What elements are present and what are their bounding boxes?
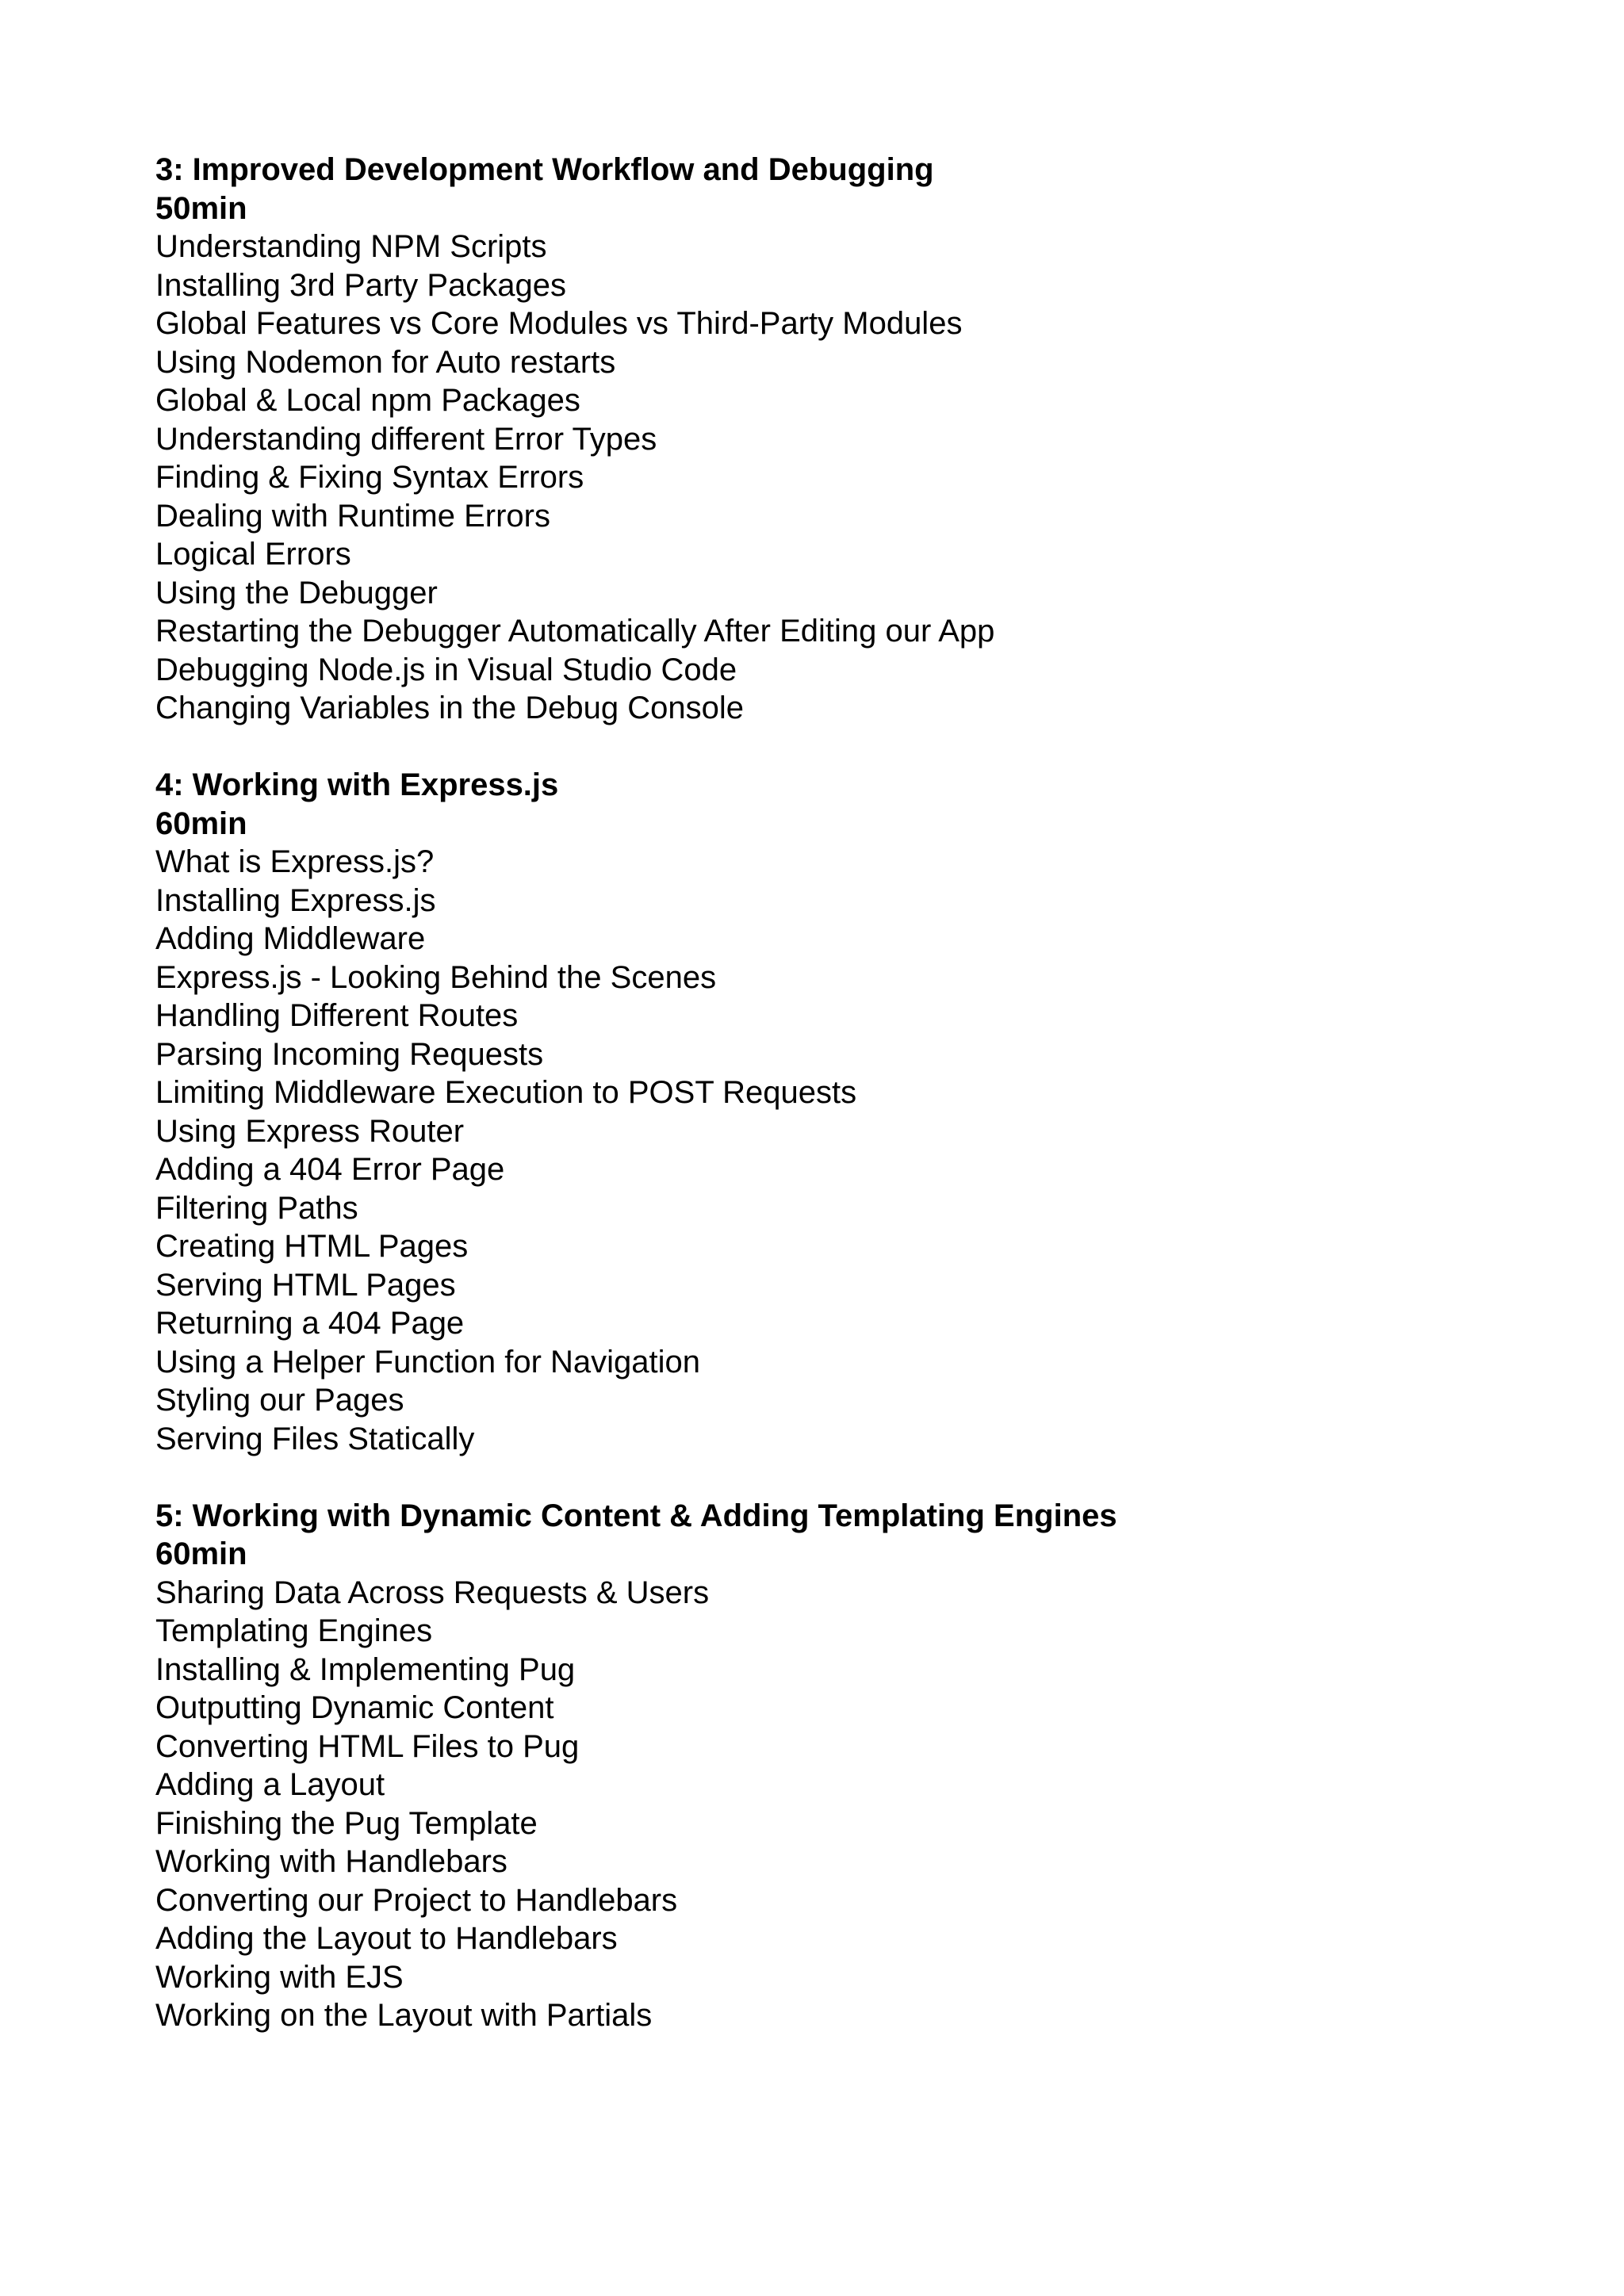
list-item: Installing Express.js (155, 882, 436, 918)
topic-list (155, 228, 1583, 728)
list-item: Creating HTML Pages (155, 1229, 469, 1264)
list-item: Working on the Layout with Partials (155, 1998, 653, 2033)
list-item: Restarting the Debugger Automatically After Editing our App (155, 614, 995, 649)
list-item: Using the Debugger (155, 575, 438, 610)
course-section (155, 766, 1583, 1458)
course-outline (155, 151, 1583, 2035)
list-item: Adding a Layout (155, 1767, 385, 1802)
list-item: Limiting Middleware Execution to POST Requests (155, 1075, 857, 1110)
list-item: Understanding different Error Types (155, 421, 657, 457)
list-item: Templating Engines (155, 1613, 433, 1648)
list-item: Express.js - Looking Behind the Scenes (155, 959, 717, 995)
list-item: Adding the Layout to Handlebars (155, 1921, 618, 1956)
list-item: Using Express Router (155, 1113, 465, 1149)
list-item: Parsing Incoming Requests (155, 1036, 544, 1072)
list-item: Working with Handlebars (155, 1844, 508, 1879)
course-section (155, 1497, 1583, 2035)
list-item: Logical Errors (155, 537, 351, 572)
section-duration: 50min (155, 190, 247, 226)
list-item: Dealing with Runtime Errors (155, 498, 550, 534)
list-item: Global Features vs Core Modules vs Third-Party Modules (155, 306, 963, 341)
section-duration: 60min (155, 806, 247, 841)
list-item: Changing Variables in the Debug Console (155, 691, 744, 725)
list-item: Working with EJS (155, 1959, 404, 1995)
topic-list (155, 843, 1583, 1458)
list-item: Adding a 404 Error Page (155, 1152, 505, 1187)
section-title: 3: Improved Development Workflow and Debugging (155, 152, 934, 187)
list-item: Styling our Pages (155, 1383, 404, 1418)
section-title: 4: Working with Express.js (155, 767, 559, 802)
list-item: Debugging Node.js in Visual Studio Code (155, 652, 737, 687)
list-item: Adding Middleware (155, 921, 426, 956)
list-item: Sharing Data Across Requests & Users (155, 1575, 710, 1610)
list-item: Returning a 404 Page (155, 1306, 465, 1341)
list-item: Using Nodemon for Auto restarts (155, 344, 616, 380)
list-item: Understanding NPM Scripts (155, 229, 547, 264)
section-title: 5: Working with Dynamic Content & Adding Templating Engines (155, 1498, 1117, 1533)
section-duration: 60min (155, 1536, 247, 1571)
list-item: Filtering Paths (155, 1190, 358, 1226)
course-section (155, 151, 1583, 728)
list-item: What is Express.js? (155, 844, 435, 879)
list-item: Converting HTML Files to Pug (155, 1728, 580, 1764)
list-item: Converting our Project to Handlebars (155, 1882, 678, 1918)
list-item: Using a Helper Function for Navigation (155, 1344, 701, 1380)
list-item: Finding & Fixing Syntax Errors (155, 460, 584, 495)
list-item: Global & Local npm Packages (155, 383, 580, 418)
list-item: Outputting Dynamic Content (155, 1690, 554, 1725)
list-item: Serving HTML Pages (155, 1267, 456, 1303)
list-item: Handling Different Routes (155, 998, 519, 1033)
list-item: Installing 3rd Party Packages (155, 267, 567, 303)
list-item: Installing & Implementing Pug (155, 1651, 576, 1687)
topic-list (155, 1574, 1583, 2035)
list-item: Finishing the Pug Template (155, 1805, 538, 1841)
list-item: Serving Files Statically (155, 1421, 475, 1456)
